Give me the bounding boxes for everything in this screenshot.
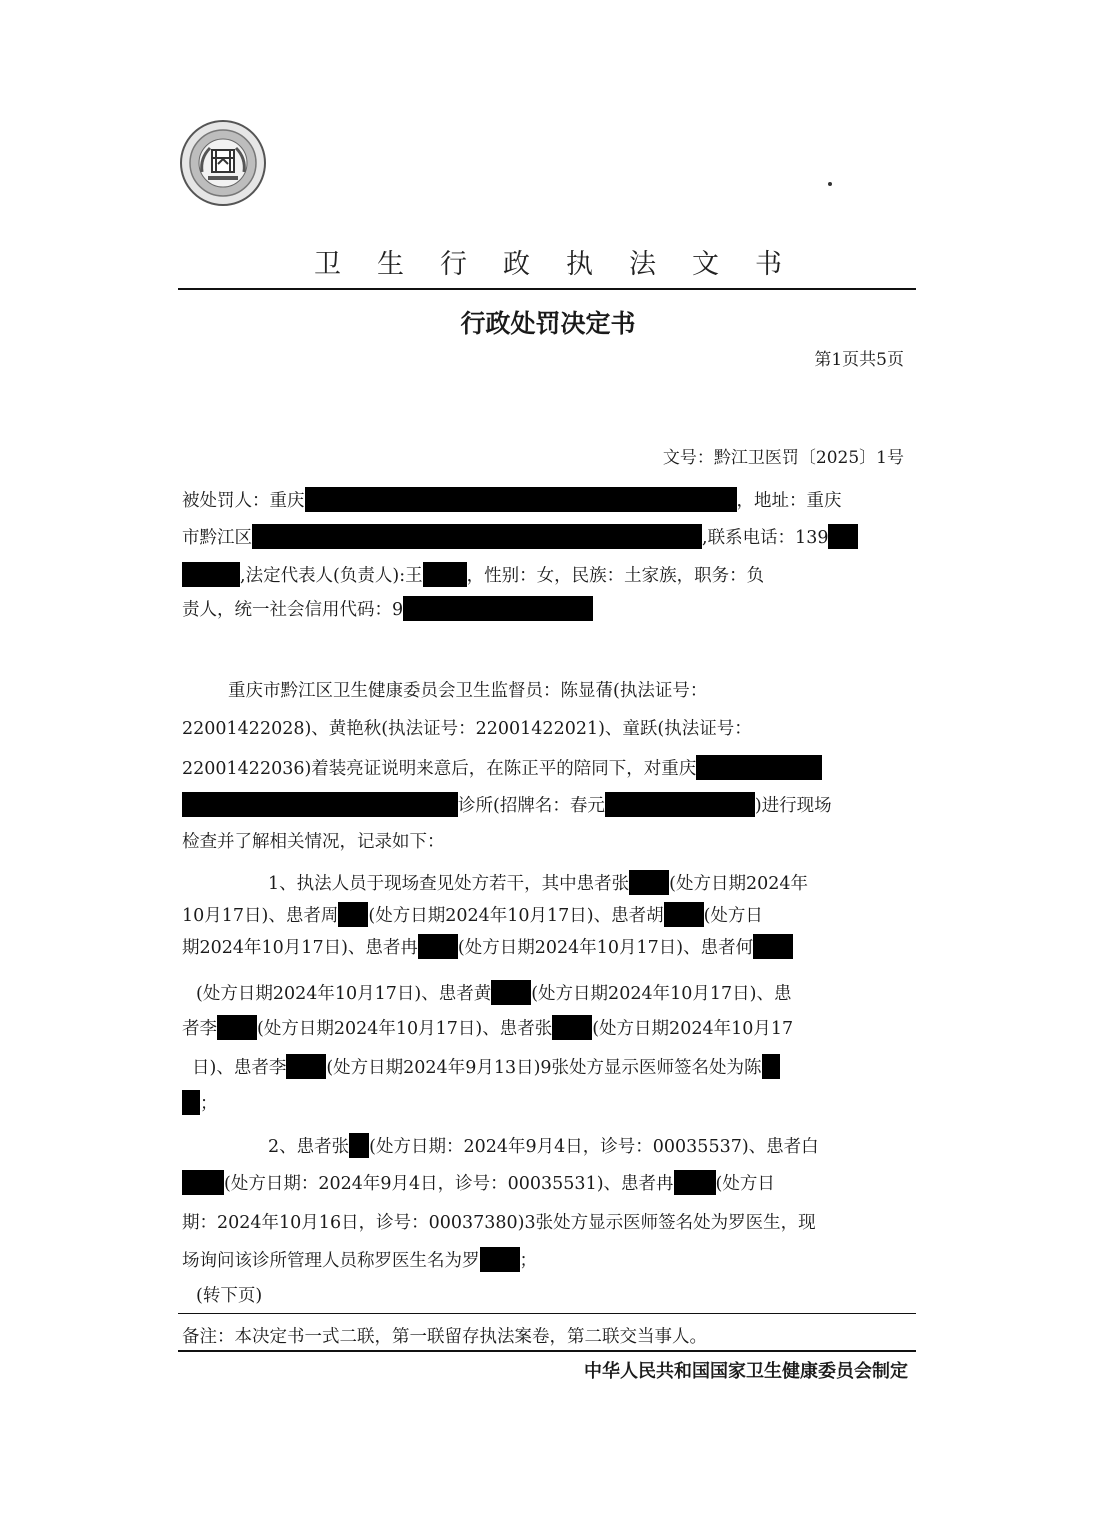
redaction-block [338,902,368,927]
body-line-1: 重庆市黔江区卫生健康委员会卫生监督员：陈显蒨(执法证号： [228,681,708,701]
footer-rule [178,1350,916,1352]
redaction-block [828,524,858,549]
redaction-block [480,1247,520,1272]
party-line-2: 市黔江区 ,联系电话：139 [182,524,858,550]
item-1-line-7: ； [182,1090,218,1116]
item-2-line-1: 2、患者张 (处方日期：2024年9月4日，诊号：00035537)、患者白 [268,1133,819,1159]
redaction-block [305,487,737,512]
item-1-line-6: 日)、患者李 (处方日期2024年9月13日)9张处方显示医师签名处为陈 [192,1054,780,1080]
redaction-block [286,1054,326,1079]
remark-top-rule [178,1313,916,1314]
remark-note: 备注：本决定书一式二联，第一联留存执法案卷，第二联交当事人。 [182,1327,707,1347]
issuer-line: 中华人民共和国国家卫生健康委员会制定 [584,1361,908,1382]
body-line-2: 22001422028)、黄艳秋(执法证号：22001422021)、童跃(执法证号： [182,719,752,739]
body-line-4: 诊所(招牌名：春元 )进行现场 [182,792,832,818]
redaction-block [629,870,669,895]
continued-marker: (转下页) [196,1286,263,1306]
item-1-line-4: (处方日期2024年10月17日)、患者黄 (处方日期2024年10月17日)、患 [196,980,791,1006]
redaction-block [674,1170,716,1195]
item-2-line-2: (处方日期：2024年9月4日，诊号：00035531)、患者冉 (处方日 [182,1170,775,1196]
party-line-3: ,法定代表人(负责人):王 ，性别：女，民族：土家族，职务：负 [182,562,764,588]
item-1-line-5: 者李 (处方日期2024年10月17日)、患者张 (处方日期2024年10月17 [182,1015,793,1041]
redaction-block [403,596,593,621]
document-category-title: 卫生行政执法文书 [314,249,818,280]
item-2-line-4: 场询问该诊所管理人员称罗医生名为罗 ； [182,1247,537,1273]
item-1-line-2: 10月17日)、患者周 (处方日期2024年10月17日)、患者胡 (处方日 [182,902,763,928]
redaction-block [664,902,704,927]
page-indicator: 第1页共5页 [814,350,904,370]
body-line-5: 检查并了解相关情况，记录如下： [182,832,445,852]
health-authority-emblem-icon [180,120,266,206]
item-1-line-1: 1、执法人员于现场查见处方若干，其中患者张 (处方日期2024年 [268,870,808,896]
redaction-block [252,524,702,549]
redaction-block [605,792,755,817]
scan-speck [828,182,832,186]
item-2-line-3: 期：2024年10月16日，诊号：00037380)3张处方显示医师签名处为罗医生，现 [182,1213,816,1233]
redaction-block [182,792,458,817]
header-rule [178,288,916,290]
party-line-1: 被处罚人：重庆 ，地址：重庆 [182,487,842,513]
body-line-3: 22001422036)着装亮证说明来意后，在陈正平的陪同下，对重庆 [182,755,822,781]
redaction-block [217,1015,257,1040]
redaction-block [696,755,822,780]
redaction-block [762,1054,780,1079]
redaction-block [423,562,467,587]
redaction-block [182,562,240,587]
redaction-block [182,1170,224,1195]
document-number: 文号：黔江卫医罚〔2025〕1号 [662,448,904,468]
redaction-block [349,1133,369,1158]
document-title: 行政处罚决定书 [460,309,636,338]
redaction-block [753,934,793,959]
party-line-4: 责人，统一社会信用代码：9 [182,596,593,622]
item-1-line-3: 期2024年10月17日)、患者冉 (处方日期2024年10月17日)、患者何 [182,934,793,960]
redaction-block [418,934,458,959]
redaction-block [182,1090,200,1115]
redaction-block [491,980,531,1005]
redaction-block [552,1015,592,1040]
